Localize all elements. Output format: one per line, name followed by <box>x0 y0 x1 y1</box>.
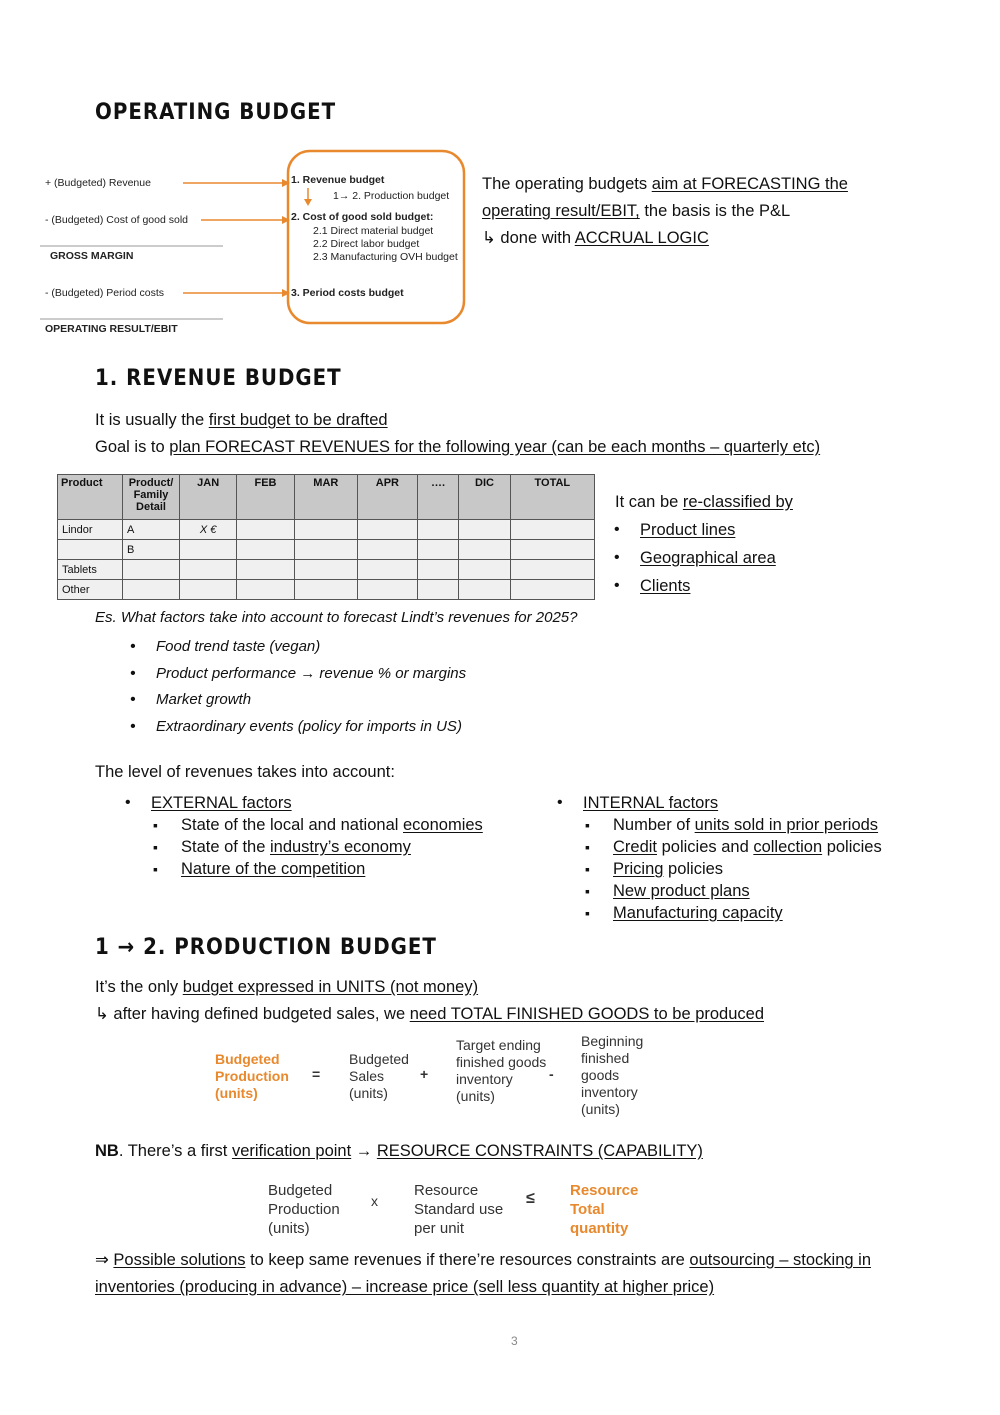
list-item: • Extraordinary events (policy for imports in US) <box>156 714 656 741</box>
text: State of the local and national <box>181 816 403 834</box>
list-item <box>640 544 945 572</box>
text-underlined: industry’s economy <box>269 838 411 856</box>
list-item <box>181 836 551 858</box>
formula-times: x <box>371 1193 378 1209</box>
box-cogs-budget: 2. Cost of good sold budget: <box>291 211 434 223</box>
table-cell <box>459 520 510 540</box>
table-cell <box>180 540 237 560</box>
formula-budgeted-production-units: Budgeted Production (units) <box>268 1182 340 1237</box>
table-cell: X € <box>180 520 237 540</box>
table-cell <box>123 560 180 580</box>
table-cell <box>237 580 294 600</box>
table-cell <box>237 520 294 540</box>
list-item <box>640 572 945 600</box>
table-cell: Other <box>58 580 123 600</box>
text: . There’s a first <box>118 1142 232 1160</box>
formula-equals: = <box>312 1066 321 1082</box>
text-underlined: budget expressed in UNITS (not money) <box>182 978 479 996</box>
table-header: FEB <box>237 475 294 520</box>
list-item <box>640 516 945 544</box>
page-number: 3 <box>511 1334 518 1348</box>
box-period-costs-budget: 3. Period costs budget <box>291 287 404 299</box>
table-cell <box>510 560 594 580</box>
text-underlined: re-classified by <box>682 493 793 511</box>
text-underlined: EXTERNAL factors <box>151 794 292 812</box>
box-manufacturing-ovh: 2.3 Manufacturing OVH budget <box>313 251 458 263</box>
table-cell: A <box>123 520 180 540</box>
diagram-ebit-label: OPERATING RESULT/EBIT <box>45 323 178 335</box>
external-factors-list <box>181 814 551 880</box>
table-header-row <box>58 475 595 520</box>
formula-beginning-inventory: Beginning finished goods inventory (units) <box>581 1033 644 1117</box>
table-cell: Tablets <box>58 560 123 580</box>
text-underlined: need TOTAL FINISHED GOODS to be produced <box>409 1005 765 1023</box>
text: It’s the only <box>95 978 183 996</box>
text: ↳ after having defined budgeted sales, we <box>95 1005 410 1023</box>
table-cell <box>294 560 357 580</box>
text-underlined: New product plans <box>613 882 750 900</box>
text-underlined: INTERNAL factors <box>583 794 719 812</box>
table-cell <box>459 540 510 560</box>
table-header: DIC <box>459 475 510 520</box>
box-revenue-budget: 1. Revenue budget <box>291 174 385 186</box>
table-cell <box>417 560 459 580</box>
section-title-operating: OPERATING BUDGET <box>95 100 337 125</box>
formula-budgeted-sales: Budgeted Sales (units) <box>349 1051 409 1101</box>
table-row <box>58 540 595 560</box>
table-cell <box>417 580 459 600</box>
list-item <box>613 880 983 902</box>
formula-resource-total-quantity: Resource Total quantity <box>570 1182 639 1237</box>
internal-factors <box>583 792 983 924</box>
table-cell <box>358 580 418 600</box>
table-cell <box>358 520 418 540</box>
list-item: • Food trend taste (vegan) <box>156 634 656 661</box>
table-cell <box>510 540 594 560</box>
table-header: …. <box>417 475 459 520</box>
box-production-budget: 1→ 2. Production budget <box>333 190 450 202</box>
table-header: MAR <box>294 475 357 520</box>
box-direct-labor: 2.2 Direct labor budget <box>313 238 420 250</box>
table-cell: Lindor <box>58 520 123 540</box>
revenue-level-intro: The level of revenues takes into account: <box>95 763 395 781</box>
table-row <box>58 580 595 600</box>
table-cell <box>417 540 459 560</box>
table-cell <box>294 520 357 540</box>
text-underlined: RESOURCE CONSTRAINTS (CAPABILITY) <box>376 1142 703 1160</box>
revenue-intro <box>95 407 955 461</box>
list-item <box>613 902 983 924</box>
table-cell <box>294 580 357 600</box>
text-underlined: first budget to be drafted <box>208 411 388 429</box>
table-cell <box>459 580 510 600</box>
text-underlined: aim at FORECASTING the <box>651 175 848 193</box>
text: policies <box>663 860 724 878</box>
text: to keep same revenues if there’re resources constraints are <box>245 1251 690 1269</box>
diagram-revenue-label: + (Budgeted) Revenue <box>45 177 151 189</box>
table-header: TOTAL <box>510 475 594 520</box>
text: ↳ done with <box>482 229 575 247</box>
table-cell: B <box>123 540 180 560</box>
list-item: • Market growth <box>156 687 656 714</box>
table-header: Product/ Family Detail <box>123 475 180 520</box>
diagram-cogs-label: - (Budgeted) Cost of good sold <box>45 214 189 226</box>
diagram-period-costs-label: - (Budgeted) Period costs <box>45 287 165 299</box>
table-cell <box>459 560 510 580</box>
formula-resource-standard-use: Resource Standard use per unit <box>414 1182 504 1237</box>
text-bold: NB <box>95 1142 119 1160</box>
formula-minus: - <box>549 1066 554 1082</box>
table-cell <box>123 580 180 600</box>
table-row <box>58 560 595 580</box>
external-factors <box>151 792 551 880</box>
text-underlined: Credit <box>613 838 658 856</box>
text: It is usually the <box>95 411 209 429</box>
possible-solutions <box>95 1247 925 1301</box>
text-underlined: Product lines <box>640 521 736 539</box>
text: State of the <box>181 838 270 856</box>
text: The operating budgets <box>482 175 652 193</box>
table-cell <box>58 540 123 560</box>
text-underlined: Possible solutions <box>113 1251 246 1269</box>
text: policies and <box>657 838 754 856</box>
list-item <box>613 814 983 836</box>
text-underlined: Nature of the competition <box>181 860 366 878</box>
text-underlined: operating result/EBIT, <box>482 202 640 220</box>
nb-note <box>95 1138 955 1165</box>
formula-plus: + <box>420 1066 429 1082</box>
text-underlined: Geographical area <box>640 549 776 567</box>
text-underlined: Pricing <box>613 860 664 878</box>
example-question: Es. What factors take into account to forecast Lindt’s revenues for 2025? <box>95 609 578 626</box>
text: Number of <box>613 816 695 834</box>
formula-less-equal: ≤ <box>526 1190 535 1207</box>
revenue-table <box>57 474 595 600</box>
formula-budgeted-production: Budgeted Production (units) <box>215 1051 289 1101</box>
text-underlined: Manufacturing capacity <box>613 904 783 922</box>
diagram-gross-margin-label: GROSS MARGIN <box>50 250 134 262</box>
table-cell <box>294 540 357 560</box>
text: policies <box>822 838 882 856</box>
list-item <box>181 814 551 836</box>
table-cell <box>417 520 459 540</box>
text: → <box>351 1142 377 1160</box>
text-underlined: verification point <box>231 1142 352 1160</box>
text: ⇒ <box>95 1251 114 1269</box>
text-underlined: ACCRUAL LOGIC <box>574 229 709 247</box>
text-underlined: Clients <box>640 577 691 595</box>
text-underlined: economies <box>403 816 483 834</box>
text: the basis is the P&L <box>639 202 791 220</box>
section-title-production: 1 → 2. PRODUCTION BUDGET <box>95 935 437 960</box>
list-item: • Product performance → revenue % or margins <box>156 661 656 688</box>
reclassify-block <box>615 488 945 600</box>
table-cell <box>180 560 237 580</box>
table-cell <box>358 540 418 560</box>
table-cell <box>510 580 594 600</box>
table-cell <box>237 560 294 580</box>
operating-description <box>482 171 902 252</box>
text-underlined: plan FORECAST REVENUES for the following year (can be each months – quarterly etc) <box>169 438 821 456</box>
list-item <box>613 858 983 880</box>
text-underlined: collection <box>753 838 823 856</box>
table-cell <box>237 540 294 560</box>
list-item <box>583 792 983 814</box>
table-header: Product <box>58 475 123 520</box>
text-underlined: inventories (producing in advance) – increase price (sell less quantity at higher price) <box>95 1278 715 1296</box>
list-item <box>181 858 551 880</box>
reclassify-list <box>640 516 945 600</box>
table-cell <box>180 580 237 600</box>
internal-factors-list <box>613 814 983 924</box>
box-direct-material: 2.1 Direct material budget <box>313 225 434 237</box>
table-cell <box>358 560 418 580</box>
list-item <box>613 836 983 858</box>
list-item <box>151 792 551 814</box>
text-underlined: units sold in prior periods <box>694 816 879 834</box>
example-factors-list <box>156 634 656 740</box>
text: Goal is to <box>95 438 170 456</box>
formula-target-ending-inventory: Target ending finished goods inventory (units) <box>456 1037 547 1104</box>
production-intro <box>95 974 955 1028</box>
table-header: JAN <box>180 475 237 520</box>
text: It can be <box>615 493 683 511</box>
table-row <box>58 520 595 540</box>
section-title-revenue: 1. REVENUE BUDGET <box>95 366 342 391</box>
table-cell <box>510 520 594 540</box>
table-header: APR <box>358 475 418 520</box>
text-underlined: outsourcing – stocking in <box>689 1251 871 1269</box>
